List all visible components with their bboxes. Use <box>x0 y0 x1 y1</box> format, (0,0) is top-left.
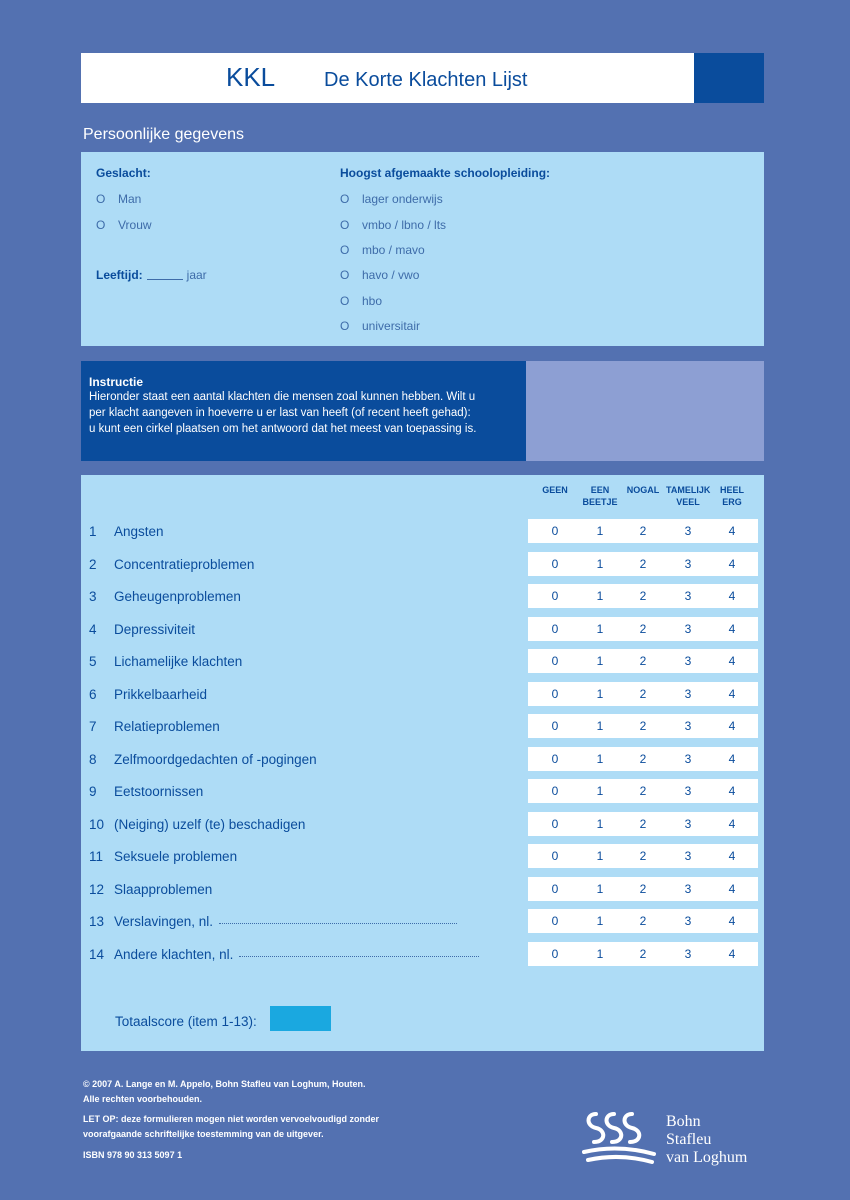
answer-scale-row <box>528 909 758 933</box>
complaint-label: Andere klachten, nl. <box>114 946 234 962</box>
answer-option[interactable]: 3 <box>684 914 692 928</box>
answer-option[interactable]: 3 <box>684 654 692 668</box>
scale-header-line: VEEL <box>676 497 700 507</box>
answer-option[interactable]: 2 <box>639 654 647 668</box>
complaint-label: Depressiviteit <box>114 621 196 637</box>
education-option[interactable] <box>340 268 419 282</box>
complaint-item <box>89 752 317 767</box>
education-option[interactable] <box>340 192 443 206</box>
education-option[interactable] <box>340 243 425 257</box>
copyright-line: © 2007 A. Lange en M. Appelo, Bohn Stafleu van Loghum, Houten. <box>83 1079 366 1089</box>
answer-option[interactable]: 2 <box>639 524 647 538</box>
complaint-number: 3 <box>89 589 97 604</box>
answer-option[interactable]: 1 <box>596 524 604 538</box>
complaint-number: 8 <box>89 751 97 767</box>
answer-option[interactable]: 3 <box>684 816 692 831</box>
radio-circle-icon[interactable]: O <box>340 319 350 333</box>
education-option-label: universitair <box>362 319 421 333</box>
answer-option[interactable]: 0 <box>551 849 559 863</box>
complaint-label: Lichamelijke klachten <box>114 654 243 669</box>
scale-header-line: BEETJE <box>582 497 618 507</box>
answer-scale-row <box>528 779 758 803</box>
answer-option[interactable]: 4 <box>728 589 736 603</box>
answer-option[interactable]: 1 <box>596 881 604 896</box>
publisher-name-line: Bohn <box>666 1113 701 1130</box>
complaint-item <box>89 947 479 962</box>
personal-section-title: Persoonlijke gegevens <box>83 126 244 143</box>
education-option-label: havo / vwo <box>362 268 420 282</box>
answer-option[interactable]: 1 <box>596 914 604 928</box>
radio-circle-icon[interactable]: O <box>340 192 350 206</box>
form-title: De Korte Klachten Lijst <box>324 69 528 91</box>
answer-option[interactable]: 0 <box>551 946 559 961</box>
complaint-label: Zelfmoordgedachten of -pogingen <box>114 751 317 767</box>
complaint-label: Prikkelbaarheid <box>114 686 208 702</box>
complaint-number: 14 <box>89 946 105 962</box>
gender-option-label: Man <box>118 192 142 206</box>
answer-option[interactable]: 0 <box>551 524 559 538</box>
complaint-label: Concentratieproblemen <box>114 556 255 572</box>
notice-line: LET OP: deze formulieren mogen niet worden vervoelvoudigd zonder <box>83 1114 380 1124</box>
complaint-item <box>89 849 237 864</box>
answer-option[interactable]: 3 <box>684 946 692 961</box>
answer-option[interactable]: 3 <box>684 686 692 701</box>
answer-option[interactable]: 2 <box>639 556 647 571</box>
scale-column-header <box>621 484 665 496</box>
answer-option[interactable]: 1 <box>596 784 604 798</box>
scale-header-line: NOGAL <box>626 485 660 495</box>
answer-scale-row <box>528 519 758 543</box>
total-score-field[interactable] <box>270 1006 331 1031</box>
scale-header-line: HEEL <box>719 485 744 495</box>
gender-label: Geslacht: <box>96 166 151 180</box>
answer-option[interactable]: 2 <box>639 621 647 636</box>
answer-option[interactable]: 0 <box>551 686 559 701</box>
answer-option[interactable]: 1 <box>596 849 604 863</box>
complaint-number: 7 <box>89 719 97 734</box>
complaint-label: (Neiging) uzelf (te) beschadigen <box>114 816 306 832</box>
complaint-number: 1 <box>89 524 97 539</box>
gender-option-label: Vrouw <box>118 218 152 232</box>
answer-scale-row <box>528 584 758 608</box>
answer-option[interactable]: 0 <box>551 654 559 668</box>
radio-circle-icon[interactable]: O <box>96 192 106 206</box>
education-option[interactable] <box>340 294 382 308</box>
complaint-number: 10 <box>89 816 105 832</box>
complaint-item <box>89 589 241 604</box>
complaint-number: 4 <box>89 621 97 637</box>
radio-circle-icon[interactable]: O <box>96 218 106 232</box>
answer-option[interactable]: 4 <box>728 881 736 896</box>
complaint-number: 11 <box>89 849 104 864</box>
answer-scale-row <box>528 552 758 576</box>
rights-line: Alle rechten voorbehouden. <box>83 1094 203 1104</box>
answer-option[interactable]: 3 <box>684 751 692 766</box>
answer-option[interactable]: 0 <box>551 589 559 603</box>
answer-option[interactable]: 2 <box>639 914 647 928</box>
complaint-item <box>89 784 203 799</box>
complaint-item <box>89 654 242 669</box>
answer-option[interactable]: 2 <box>639 719 647 733</box>
total-score-label: Totaalscore (item 1-13): <box>115 1014 257 1029</box>
answer-option[interactable]: 3 <box>684 621 692 636</box>
complaint-item <box>89 719 220 734</box>
answer-scale-row <box>528 617 758 641</box>
scale-header-line: EEN <box>590 485 610 495</box>
specify-input-line[interactable] <box>239 956 479 957</box>
complaint-item <box>89 622 195 637</box>
answer-option[interactable]: 3 <box>684 556 692 571</box>
instruction-line: u kunt een cirkel plaatsen om het antwoord dat het meest van toepassing is. <box>89 423 477 435</box>
form-abbreviation: KKL <box>226 62 276 92</box>
instruction-title: Instructie <box>89 375 144 389</box>
answer-option[interactable]: 0 <box>551 556 559 571</box>
complaint-item <box>89 817 305 832</box>
answer-option[interactable]: 4 <box>728 556 736 571</box>
education-option-label: mbo / mavo <box>362 243 425 257</box>
answer-option[interactable]: 2 <box>639 686 647 701</box>
education-option-label: hbo <box>362 294 383 308</box>
answer-option[interactable]: 0 <box>551 881 559 896</box>
answer-option[interactable]: 0 <box>551 751 559 766</box>
age-unit: jaar <box>186 268 207 282</box>
gender-option-woman[interactable] <box>96 218 152 232</box>
complaint-label: Eetstoornissen <box>114 784 204 799</box>
answer-option[interactable]: 4 <box>728 784 736 798</box>
instruction-panel <box>81 361 526 461</box>
publisher-logo-icon <box>580 1108 658 1170</box>
answer-scale-row <box>528 877 758 901</box>
complaint-item <box>89 557 254 572</box>
scale-column-header <box>666 484 710 508</box>
radio-circle-icon[interactable]: O <box>340 218 350 232</box>
complaint-number: 13 <box>89 914 105 929</box>
complaint-number: 12 <box>89 881 105 897</box>
answer-option[interactable]: 4 <box>728 654 736 668</box>
instruction-line: per klacht aangeven in hoeverre u er last van heeft (of recent heeft gehad): <box>89 407 471 419</box>
age-field[interactable] <box>96 268 207 282</box>
answer-option[interactable]: 4 <box>728 524 736 538</box>
complaint-number: 6 <box>89 686 97 702</box>
answer-option[interactable]: 1 <box>596 589 604 603</box>
answer-option[interactable]: 0 <box>551 816 559 831</box>
answer-option[interactable]: 0 <box>551 784 559 798</box>
answer-option[interactable]: 1 <box>596 946 604 961</box>
complaint-item <box>89 882 212 897</box>
answer-scale-row <box>528 747 758 771</box>
answer-option[interactable]: 0 <box>551 621 559 636</box>
answer-option[interactable]: 3 <box>684 881 692 896</box>
answer-option[interactable]: 2 <box>639 881 647 896</box>
complaint-item <box>89 687 207 702</box>
answer-option[interactable]: 3 <box>684 524 692 538</box>
answer-option[interactable]: 4 <box>728 914 736 928</box>
radio-circle-icon[interactable]: O <box>340 294 350 308</box>
answer-option[interactable]: 4 <box>728 686 736 701</box>
education-option[interactable] <box>340 218 446 232</box>
answer-option[interactable]: 4 <box>728 946 736 961</box>
answer-option[interactable]: 1 <box>596 719 604 733</box>
education-option-label: lager onderwijs <box>362 192 443 206</box>
complaint-item <box>89 524 164 539</box>
answer-scale-row <box>528 714 758 738</box>
answer-option[interactable]: 3 <box>684 719 692 733</box>
publisher-name-line: Stafleu <box>666 1131 712 1148</box>
isbn-line: ISBN 978 90 313 5097 1 <box>83 1150 183 1160</box>
complaint-number: 9 <box>89 784 97 799</box>
complaint-number: 2 <box>89 556 97 572</box>
gender-option-man[interactable] <box>96 192 141 206</box>
complaint-label: Angsten <box>114 524 164 539</box>
radio-circle-icon[interactable]: O <box>340 243 350 257</box>
answer-option[interactable]: 2 <box>639 946 647 961</box>
instruction-line: Hieronder staat een aantal klachten die mensen zoal kunnen hebben. Wilt u <box>89 391 476 403</box>
scale-column-header <box>710 484 754 508</box>
answer-option[interactable]: 1 <box>596 751 604 766</box>
scale-column-header <box>533 484 577 496</box>
education-option-label: vmbo / lbno / lts <box>362 218 447 232</box>
complaint-label: Relatieproblemen <box>114 719 220 734</box>
education-label: Hoogst afgemaakte schoolopleiding: <box>340 166 551 180</box>
complaint-item <box>89 914 457 929</box>
answer-option[interactable]: 4 <box>728 719 736 733</box>
personal-data-panel <box>81 152 764 346</box>
answer-option[interactable]: 4 <box>728 849 736 863</box>
answer-option[interactable]: 2 <box>639 816 647 831</box>
complaint-label: Geheugenproblemen <box>114 589 241 604</box>
education-option[interactable] <box>340 319 420 333</box>
age-input-line[interactable] <box>147 279 183 280</box>
scale-header-line: TAMELIJK <box>666 485 711 495</box>
scale-column-header <box>578 484 622 508</box>
answer-option[interactable]: 3 <box>684 589 692 603</box>
answer-scale-row <box>528 682 758 706</box>
age-label: Leeftijd: <box>96 268 143 282</box>
answer-option[interactable]: 0 <box>551 914 559 928</box>
answer-option[interactable]: 2 <box>639 849 647 863</box>
answer-option[interactable]: 3 <box>684 849 692 863</box>
answer-option[interactable]: 2 <box>639 751 647 766</box>
answer-option[interactable]: 4 <box>728 751 736 766</box>
complaint-label: Verslavingen, nl. <box>114 914 214 929</box>
answer-option[interactable]: 3 <box>684 784 692 798</box>
answer-option[interactable]: 1 <box>596 686 604 701</box>
scale-header-line: ERG <box>722 497 742 507</box>
specify-input-line[interactable] <box>219 923 457 924</box>
answer-option[interactable]: 1 <box>596 621 604 636</box>
complaint-number: 5 <box>89 654 97 669</box>
answer-option[interactable]: 0 <box>551 719 559 733</box>
answer-scale-row <box>528 812 758 836</box>
answer-option[interactable]: 4 <box>728 621 736 636</box>
title-accent-block <box>694 53 764 103</box>
answer-scale-row <box>528 649 758 673</box>
publisher-name-line: van Loghum <box>666 1149 748 1166</box>
complaint-label: Seksuele problemen <box>114 849 238 864</box>
notice-line: voorafgaande schriftelijke toestemming van de uitgever. <box>83 1129 324 1139</box>
instruction-side-panel <box>526 361 764 461</box>
answer-option[interactable]: 4 <box>728 816 736 831</box>
radio-circle-icon[interactable]: O <box>340 268 350 282</box>
answer-option[interactable]: 1 <box>596 816 604 831</box>
answer-option[interactable]: 2 <box>639 784 647 798</box>
answer-option[interactable]: 1 <box>596 556 604 571</box>
complaint-label: Slaapproblemen <box>114 881 213 897</box>
answer-option[interactable]: 2 <box>639 589 647 603</box>
publisher-name <box>666 1113 747 1167</box>
answer-scale-row <box>528 942 758 966</box>
answer-scale-row <box>528 844 758 868</box>
scale-header-line: GEEN <box>542 485 568 495</box>
answer-option[interactable]: 1 <box>596 654 604 668</box>
